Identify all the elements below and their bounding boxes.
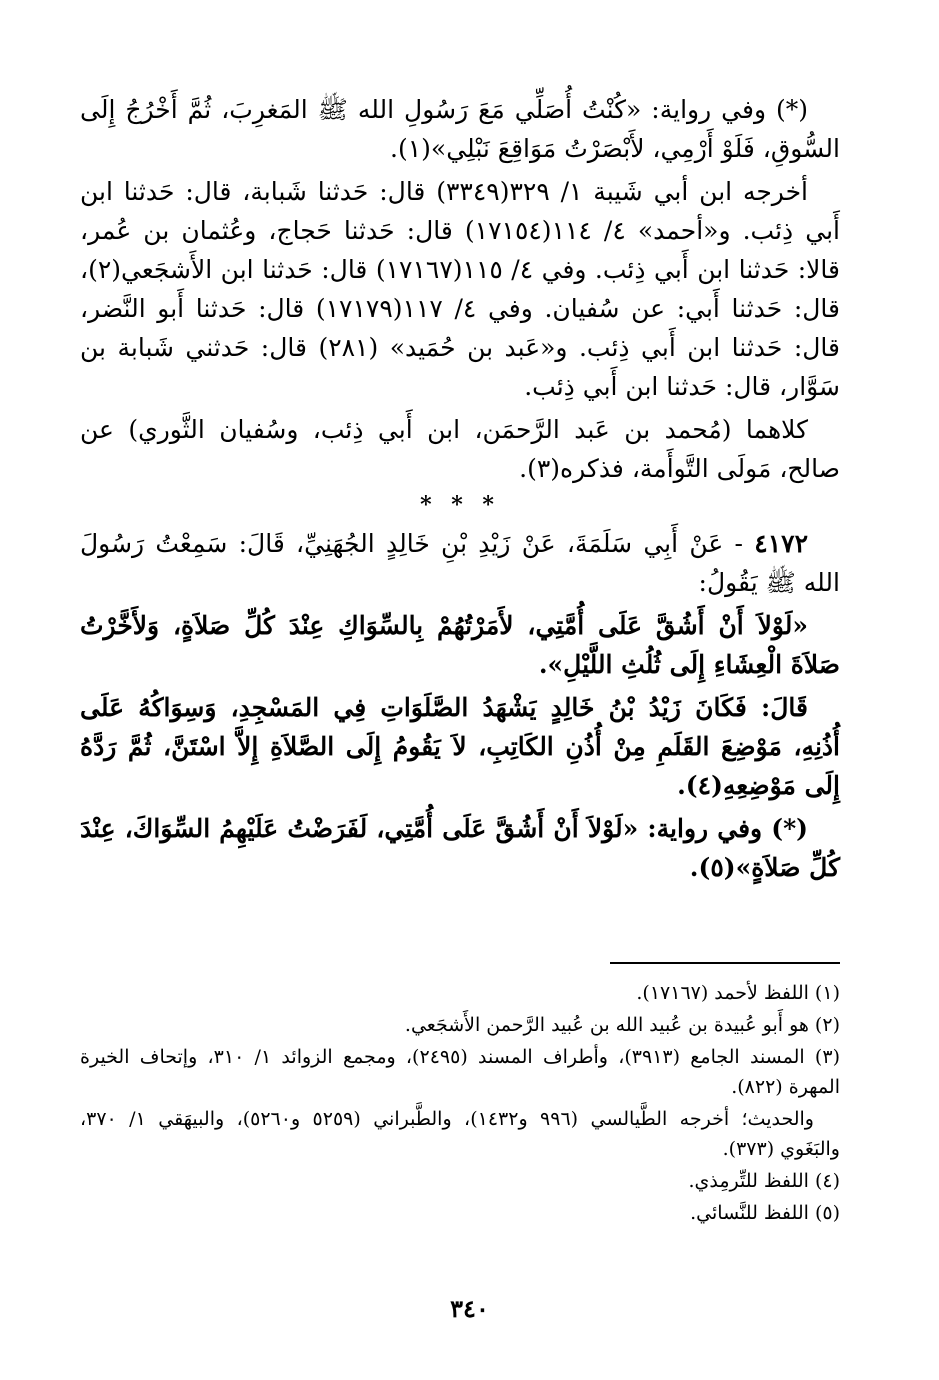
page-number: ٣٤٠ (450, 1294, 489, 1323)
hadith-opening (80, 524, 840, 602)
footnote-4: (٤) اللفظ للتِّرمِذي. (688, 1170, 840, 1192)
footnote-1: (١) اللفظ لأحمد (١٧١٦٧). (636, 982, 840, 1004)
section-separator: * * * (420, 492, 500, 518)
narration-variant: (*) وفي رواية: «كُنْتُ أُصَلِّي مَعَ رَسُولِ الله ﷺ المَغرِبَ، ثُمَّ أَخْرُجُ إِلَى السُّوقِ، فَلَوْ أَرْمِي، لأَبْصَرْتُ مَوَاقِعَ نَبْلِي»(١). (80, 95, 840, 163)
takhrij-paragraph: أخرجه ابن أبي شَيبة ١/ ٣٢٩(٣٣٤٩) قال: حَدثنا شَبابة، قال: حَدثنا ابن أَبي ذِئب. و«أحمد» ٤/ ١١٤(١٧١٥٤) قال: حَدثنا حَجاج، وعُثمان بن عُمر، قالا: حَدثنا ابن أَبي ذِئب. وفي ٤/ ١١٥(١٧١٦٧) قال: حَدثنا ابن الأَشجَعي(٢)، قال: حَدثنا أَبي: عن سُفيان. وفي ٤/ ١١٧(١٧١٧٩) قال: حَدثنا أَبو النَّضر، قال: حَدثنا ابن أَبي ذِئب. و«عَبد بن حُمَيد» (٢٨١) قال: حَدثني شَبابة بن سَوَّار، قال: حَدثنا ابن أَبي ذِئب. (80, 177, 840, 401)
hadith-matn: «لَوْلاَ أَنْ أَشُقَّ عَلَى أُمَّتِي، لأَمَرْتُهُمْ بِالسِّوَاكِ عِنْدَ كُلِّ صَلاَةٍ، وَلأَخَّرْتُ صَلاَةَ الْعِشَاءِ إِلَى ثُلُثِ اللَّيْلِ». (80, 611, 840, 679)
footnote-3-continued: والحديث؛ أخرجه الطَّيالسي (٩٩٦ و١٤٣٢)، والطَّبراني (٥٢٥٩ و٥٢٦٠)، والبيهَقي ١/ ٣٧٠، والبَغَوي (٣٧٣). (80, 1108, 840, 1160)
hadith-commentary: قَالَ: فَكَانَ زَيْدُ بْنُ خَالِدٍ يَشْهَدُ الصَّلَوَاتِ فِي المَسْجِدِ، وَسِوَاكُهُ عَلَى أُذُنِهِ، مَوْضِعَ القَلَمِ مِنْ أُذُنِ الكَاتِبِ، لاَ يَقُومُ إِلَى الصَّلاَةِ إِلاَّ اسْتَنَّ، ثُمَّ رَدَّهُ إِلَى مَوْضِعِهِ(٤). (80, 693, 840, 800)
hadith-variant: (*) وفي رواية: «لَوْلاَ أَنْ أَشُقَّ عَلَى أُمَّتِي، لَفَرَضْتُ عَلَيْهِمُ السِّوَاكَ، عِنْدَ كُلِّ صَلاَةٍ»(٥). (80, 814, 840, 882)
chain-summary: كلاهما (مُحمد بن عَبد الرَّحمَن، ابن أَبي ذِئب، وسُفيان الثَّوري) عن صالح، مَولَى التَّوأَمة، فذكره(٣). (80, 415, 840, 483)
hadith-isnad: - عَنْ أَبِي سَلَمَةَ، عَنْ زَيْدِ بْنِ خَالِدٍ الجُهَنِيِّ، قَالَ: سَمِعْتُ رَسُولَ الله ﷺ يَقُولُ: (80, 529, 840, 597)
footnote-2: (٢) هو أَبو عُبيدة بن عُبيد الله بن عُبيد الرَّحمن الأَشجَعي. (404, 1014, 840, 1036)
footnote-5: (٥) اللفظ للنَّسائي. (690, 1202, 840, 1224)
footnote-3: (٣) المسند الجامع (٣٩١٣)، وأطراف المسند (٢٤٩٥)، ومجمع الزوائد ١/ ٣١٠، وإتحاف الخيرة المهرة (٨٢٢). (80, 1046, 840, 1098)
footnote-divider (610, 962, 840, 964)
hadith-number: ٤١٧٢ (754, 529, 808, 558)
footnotes (80, 978, 840, 1230)
page-body (80, 90, 840, 1224)
